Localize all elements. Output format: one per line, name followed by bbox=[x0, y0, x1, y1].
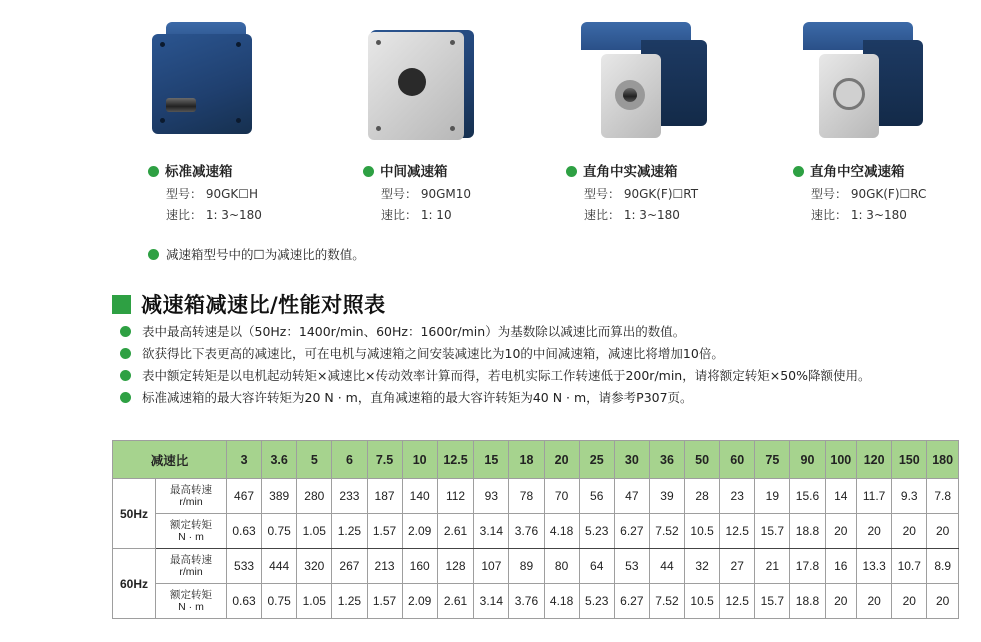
table-header-row bbox=[113, 441, 959, 479]
ratio-header-cell: 3 bbox=[227, 441, 262, 479]
table-cell: 4.18 bbox=[544, 584, 579, 619]
table-cell: 32 bbox=[685, 549, 720, 584]
table-cell: 20 bbox=[857, 584, 892, 619]
ratio-header-cell: 25 bbox=[579, 441, 614, 479]
table-cell: 3.14 bbox=[474, 584, 509, 619]
table-cell: 28 bbox=[685, 479, 720, 514]
table-cell: 10.5 bbox=[685, 584, 720, 619]
row-unit: r/min bbox=[179, 566, 203, 578]
table-cell: 140 bbox=[402, 479, 437, 514]
section-title: 减速箱减速比/性能对照表 bbox=[112, 289, 386, 319]
table-cell: 70 bbox=[544, 479, 579, 514]
table-cell: 1.57 bbox=[367, 584, 402, 619]
table-cell: 233 bbox=[332, 479, 367, 514]
row-label-cell bbox=[156, 479, 227, 514]
table-cell: 15.6 bbox=[790, 479, 825, 514]
ratio-header-cell: 100 bbox=[825, 441, 857, 479]
list-item: 表中最高转速是以（50Hz：1400r/min、60Hz：1600r/min）为基数除以减速比而算出的数值。 bbox=[118, 323, 968, 340]
table-cell: 7.52 bbox=[649, 584, 684, 619]
product-model: 型号： 90GK☐H bbox=[166, 187, 259, 201]
list-item: 标准减速箱的最大容许转矩为20 N · m，直角减速箱的最大容许转矩为40 N · m，请参考P307页。 bbox=[118, 389, 968, 406]
ratio-header-cell: 15 bbox=[474, 441, 509, 479]
table-cell: 17.8 bbox=[790, 549, 825, 584]
table-cell: 89 bbox=[509, 549, 544, 584]
table-cell: 80 bbox=[544, 549, 579, 584]
intermediate-gearbox-image bbox=[368, 22, 478, 142]
notes-list bbox=[118, 323, 968, 411]
table-cell: 8.9 bbox=[927, 549, 959, 584]
ratio-header-cell: 50 bbox=[685, 441, 720, 479]
table-cell: 9.3 bbox=[892, 479, 927, 514]
table-cell: 187 bbox=[367, 479, 402, 514]
table-cell: 2.09 bbox=[402, 584, 437, 619]
table-cell: 2.61 bbox=[437, 584, 474, 619]
table-cell: 467 bbox=[227, 479, 262, 514]
table-cell: 12.5 bbox=[720, 584, 755, 619]
table-cell: 56 bbox=[579, 479, 614, 514]
row-label-cell bbox=[156, 549, 227, 584]
table-cell: 20 bbox=[892, 514, 927, 549]
table-cell: 10.5 bbox=[685, 514, 720, 549]
table-cell: 7.8 bbox=[927, 479, 959, 514]
table-cell: 39 bbox=[649, 479, 684, 514]
table-cell: 21 bbox=[755, 549, 790, 584]
bullet-dot-icon bbox=[120, 370, 131, 381]
ratio-header-cell: 20 bbox=[544, 441, 579, 479]
row-unit: N · m bbox=[178, 601, 204, 613]
product-ratio: 速比： 1: 10 bbox=[381, 208, 452, 222]
ratio-header-cell: 10 bbox=[402, 441, 437, 479]
table-row bbox=[113, 479, 959, 514]
list-item: 表中额定转矩是以电机起动转矩×减速比×传动效率计算而得，若电机实际工作转速低于200r/min，请将额定转矩×50%降额使用。 bbox=[118, 367, 962, 384]
ratio-header-cell: 90 bbox=[790, 441, 825, 479]
table-cell: 267 bbox=[332, 549, 367, 584]
row-label: 额定转矩 bbox=[170, 519, 212, 531]
table-cell: 533 bbox=[227, 549, 262, 584]
ratio-header-cell: 180 bbox=[927, 441, 959, 479]
row-label-cell bbox=[156, 514, 227, 549]
table-cell: 5.23 bbox=[579, 514, 614, 549]
green-square-icon bbox=[112, 295, 131, 314]
ratio-header-cell: 6 bbox=[332, 441, 367, 479]
table-cell: 20 bbox=[825, 514, 857, 549]
table-cell: 18.8 bbox=[790, 584, 825, 619]
product-ratio: 速比： 1: 3~180 bbox=[811, 208, 907, 222]
table-cell: 7.52 bbox=[649, 514, 684, 549]
ratio-header-cell: 30 bbox=[614, 441, 649, 479]
standard-gearbox-image bbox=[148, 22, 258, 137]
ratio-header-cell: 18 bbox=[509, 441, 544, 479]
frequency-cell: 60Hz bbox=[113, 549, 156, 619]
table-cell: 93 bbox=[474, 479, 509, 514]
ratio-header-cell: 60 bbox=[720, 441, 755, 479]
row-unit: N · m bbox=[178, 531, 204, 543]
table-cell: 2.61 bbox=[437, 514, 474, 549]
bullet-dot-icon bbox=[148, 249, 159, 260]
ratio-performance-table bbox=[112, 440, 959, 619]
table-cell: 1.25 bbox=[332, 584, 367, 619]
table-cell: 320 bbox=[297, 549, 332, 584]
row-label: 最高转速 bbox=[170, 554, 212, 566]
table-cell: 20 bbox=[857, 514, 892, 549]
table-cell: 20 bbox=[927, 514, 959, 549]
bullet-dot-icon bbox=[120, 392, 131, 403]
ratio-header-cell: 36 bbox=[649, 441, 684, 479]
table-cell: 0.75 bbox=[262, 514, 297, 549]
product-name: 中间减速箱 bbox=[363, 160, 448, 180]
table-cell: 128 bbox=[437, 549, 474, 584]
table-cell: 3.76 bbox=[509, 584, 544, 619]
table-cell: 1.25 bbox=[332, 514, 367, 549]
table-cell: 18.8 bbox=[790, 514, 825, 549]
table-row bbox=[113, 549, 959, 584]
ratio-header-cell: 5 bbox=[297, 441, 332, 479]
list-item: 欲获得比下表更高的减速比，可在电机与减速箱之间安装减速比为10的中间减速箱，减速比将增加10倍。 bbox=[118, 345, 968, 362]
product-model: 型号： 90GM10 bbox=[381, 187, 472, 201]
table-cell: 6.27 bbox=[614, 514, 649, 549]
model-note: 减速箱型号中的☐为减速比的数值。 bbox=[148, 245, 365, 263]
table-cell: 2.09 bbox=[402, 514, 437, 549]
table-cell: 0.75 bbox=[262, 584, 297, 619]
table-cell: 4.18 bbox=[544, 514, 579, 549]
table-row bbox=[113, 584, 959, 619]
table-cell: 1.05 bbox=[297, 584, 332, 619]
table-cell: 107 bbox=[474, 549, 509, 584]
table-cell: 19 bbox=[755, 479, 790, 514]
product-ratio: 速比： 1: 3~180 bbox=[584, 208, 680, 222]
table-cell: 78 bbox=[509, 479, 544, 514]
ratio-header-cell: 120 bbox=[857, 441, 892, 479]
product-name: 标准减速箱 bbox=[148, 160, 233, 180]
product-name: 直角中空减速箱 bbox=[793, 160, 905, 180]
table-cell: 0.63 bbox=[227, 514, 262, 549]
table-cell: 1.57 bbox=[367, 514, 402, 549]
row-unit: r/min bbox=[179, 496, 203, 508]
table-cell: 14 bbox=[825, 479, 857, 514]
table-cell: 23 bbox=[720, 479, 755, 514]
product-model: 型号： 90GK(F)☐RT bbox=[584, 187, 699, 201]
table-cell: 47 bbox=[614, 479, 649, 514]
product-gallery bbox=[0, 0, 981, 230]
table-cell: 5.23 bbox=[579, 584, 614, 619]
table-cell: 213 bbox=[367, 549, 402, 584]
table-cell: 0.63 bbox=[227, 584, 262, 619]
row-label: 最高转速 bbox=[170, 484, 212, 496]
table-cell: 10.7 bbox=[892, 549, 927, 584]
frequency-cell: 50Hz bbox=[113, 479, 156, 549]
product-model: 型号： 90GK(F)☐RC bbox=[811, 187, 927, 201]
table-cell: 112 bbox=[437, 479, 474, 514]
table-header-label: 减速比 bbox=[113, 441, 227, 479]
table-cell: 13.3 bbox=[857, 549, 892, 584]
table-cell: 44 bbox=[649, 549, 684, 584]
table-cell: 3.14 bbox=[474, 514, 509, 549]
ratio-header-cell: 75 bbox=[755, 441, 790, 479]
ratio-header-cell: 3.6 bbox=[262, 441, 297, 479]
table-cell: 27 bbox=[720, 549, 755, 584]
ratio-header-cell: 7.5 bbox=[367, 441, 402, 479]
table-cell: 3.76 bbox=[509, 514, 544, 549]
table-cell: 444 bbox=[262, 549, 297, 584]
table-cell: 20 bbox=[927, 584, 959, 619]
table-cell: 53 bbox=[614, 549, 649, 584]
table-cell: 6.27 bbox=[614, 584, 649, 619]
table-cell: 16 bbox=[825, 549, 857, 584]
table-row bbox=[113, 514, 959, 549]
table-cell: 389 bbox=[262, 479, 297, 514]
bullet-dot-icon bbox=[120, 348, 131, 359]
row-label: 额定转矩 bbox=[170, 589, 212, 601]
product-name: 直角中实减速箱 bbox=[566, 160, 678, 180]
ratio-header-cell: 12.5 bbox=[437, 441, 474, 479]
table-cell: 280 bbox=[297, 479, 332, 514]
table-cell: 20 bbox=[825, 584, 857, 619]
table-cell: 20 bbox=[892, 584, 927, 619]
table-cell: 12.5 bbox=[720, 514, 755, 549]
product-ratio: 速比： 1: 3~180 bbox=[166, 208, 262, 222]
ratio-header-cell: 150 bbox=[892, 441, 927, 479]
table-cell: 64 bbox=[579, 549, 614, 584]
bullet-dot-icon bbox=[120, 326, 131, 337]
table-cell: 11.7 bbox=[857, 479, 892, 514]
right-angle-hollow-gearbox-image bbox=[793, 22, 933, 142]
row-label-cell bbox=[156, 584, 227, 619]
table-cell: 15.7 bbox=[755, 514, 790, 549]
right-angle-solid-gearbox-image bbox=[571, 22, 711, 142]
table-cell: 15.7 bbox=[755, 584, 790, 619]
table-cell: 1.05 bbox=[297, 514, 332, 549]
table-cell: 160 bbox=[402, 549, 437, 584]
